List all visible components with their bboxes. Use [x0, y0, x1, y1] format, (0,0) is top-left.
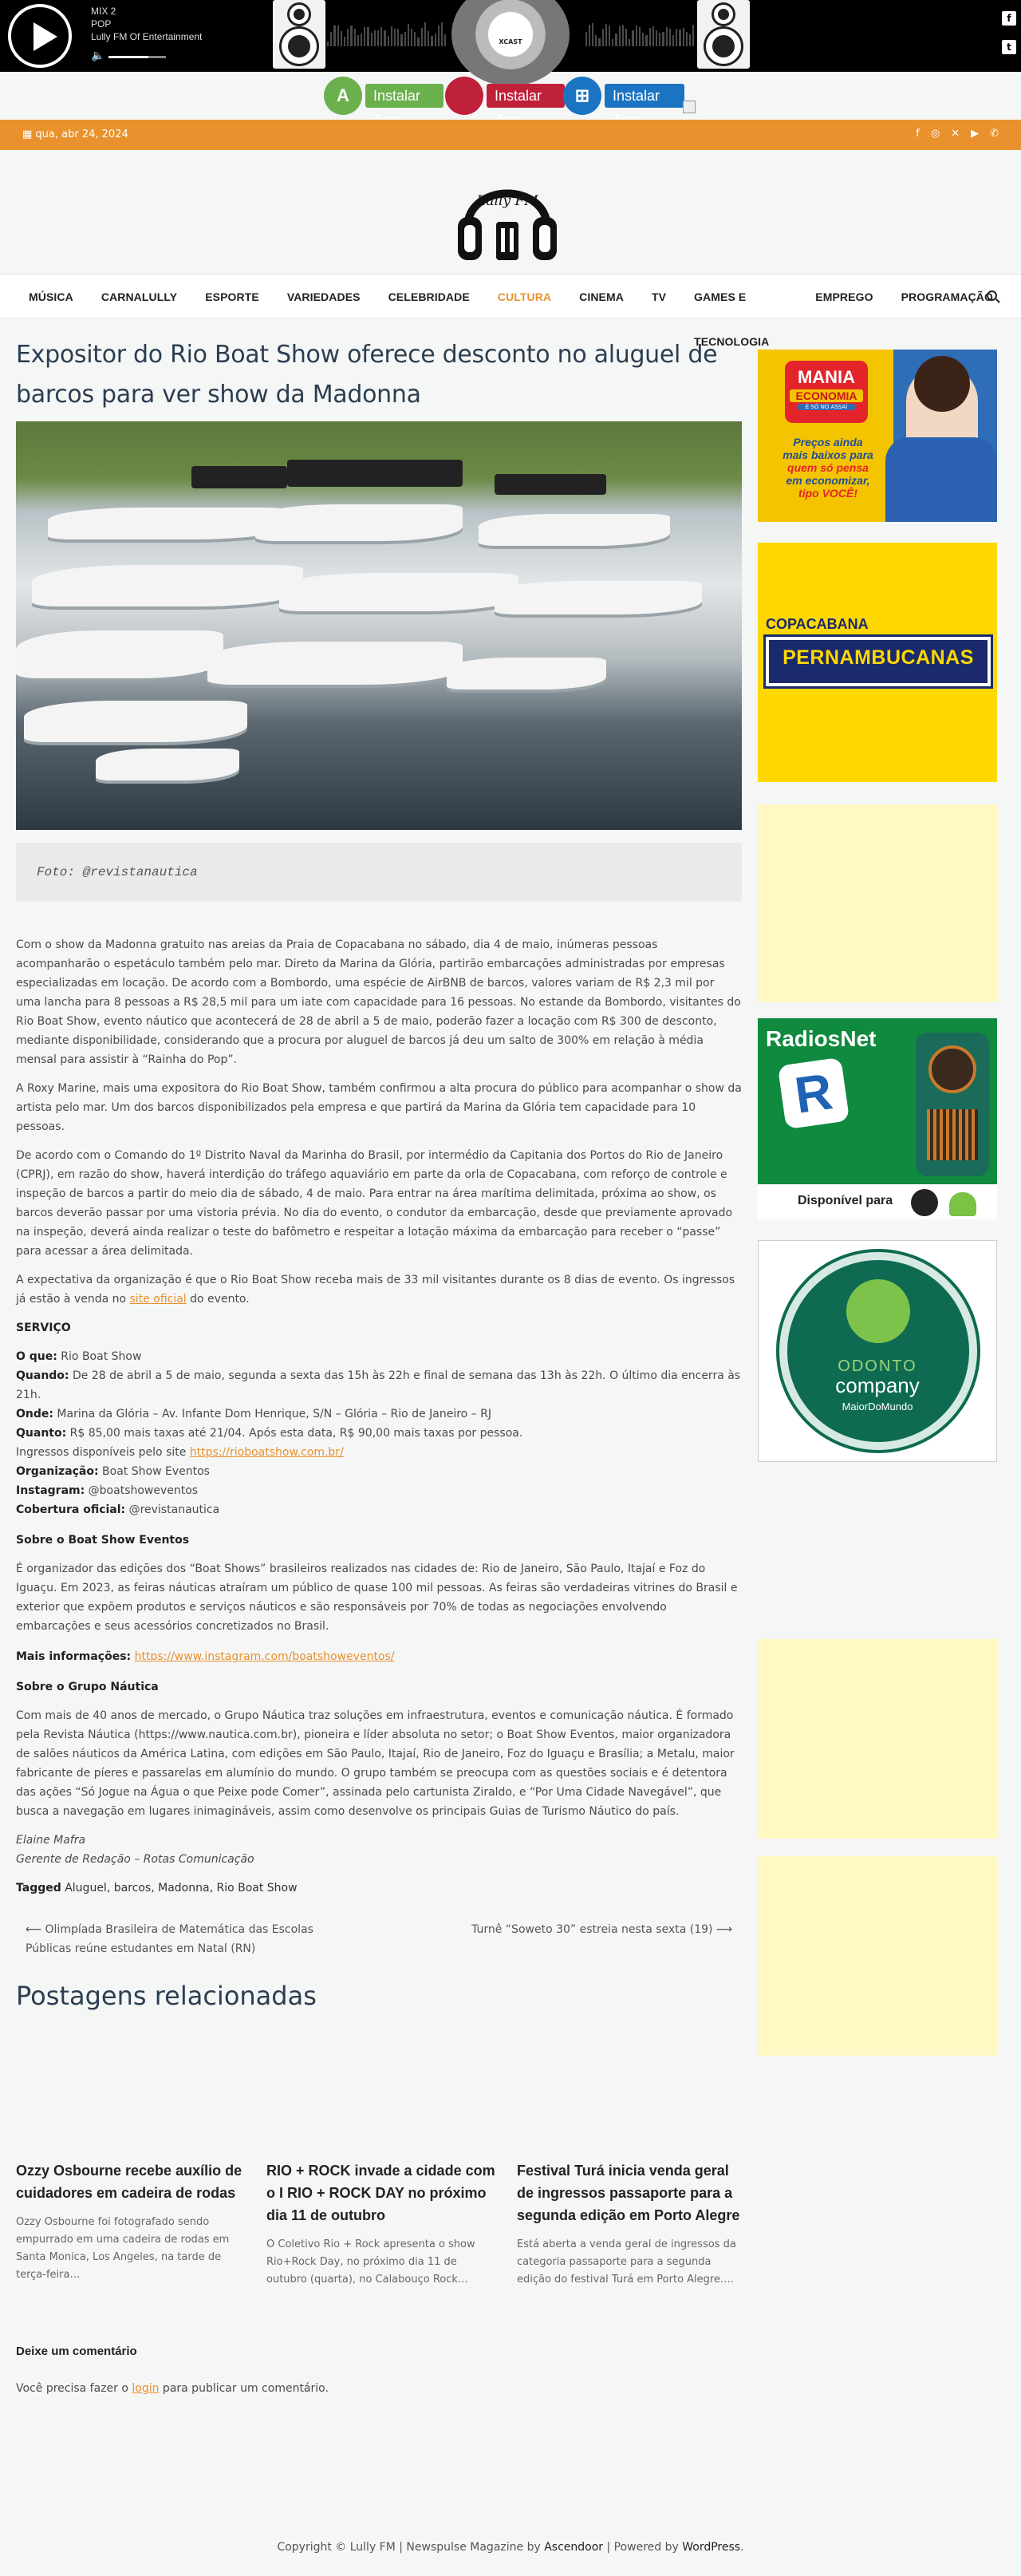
player-line-2: POP	[91, 18, 112, 30]
ad-radiosnet[interactable]	[758, 1018, 997, 1219]
section-heading-text: Sobre o Grupo Náutica	[16, 1681, 159, 1693]
related-post-excerpt: Ozzy Osbourne foi fotografado sendo empurrado em uma cadeira de rodas em Santa Monica, Los Angeles, na tarde de terça-feira…	[16, 2216, 230, 2281]
disc-logo	[451, 0, 570, 86]
paragraph: A Roxy Marine, mais uma expositora do Rio Boat Show, também confirmou a alta procura do público para acompanhar o show da artista pelo mar. Um dos barcos disponibilizados pela empresa e que partirá da Marina da Glória tem capacidade para 10 pessoas.	[16, 1082, 742, 1133]
volume-icon[interactable]: 🔈	[91, 49, 105, 62]
ad-pernambucanas-logo: PERNAMBUCANAS	[783, 646, 974, 669]
ad-placeholder	[758, 1639, 997, 1839]
footer-text: .	[740, 2541, 744, 2554]
related-post-title[interactable]: Festival Turá inicia venda geral de ingressos passaporte para a segunda edição em Porto Alegre	[517, 2163, 740, 2223]
article-column	[16, 335, 742, 2395]
author-signature	[16, 1831, 742, 1869]
related-posts-grid	[16, 2159, 742, 2327]
radio-device-icon	[916, 1033, 989, 1176]
install-windows-label: Instalar	[605, 84, 684, 108]
install-android-label: Instalar	[365, 84, 443, 108]
nav-item-carnalully[interactable]: CARNALULLY	[101, 290, 178, 303]
ad-odonto-line1: ODONTO	[838, 1357, 917, 1375]
notice-text: para publicar um comentário.	[159, 2382, 329, 2395]
servico-list	[16, 1347, 742, 1519]
section-heading	[16, 1531, 742, 1550]
nav-menu	[29, 275, 1021, 348]
radio-player-bar	[0, 0, 1021, 72]
search-icon[interactable]	[987, 290, 997, 301]
servico-heading-text: SERVIÇO	[16, 1322, 71, 1334]
label: Quanto:	[16, 1427, 67, 1440]
site-footer	[0, 2541, 1021, 2554]
article-body	[16, 935, 742, 1898]
ad-odonto-line2: company	[835, 1373, 920, 1397]
instagram-icon[interactable]: ◎	[930, 128, 940, 140]
ad-odonto-line3: MaiorDoMundo	[842, 1401, 913, 1412]
tooth-shield-icon	[846, 1279, 910, 1343]
section-heading	[16, 1677, 742, 1697]
wordpress-link[interactable]: WordPress	[682, 2541, 741, 2554]
nav-item-programação[interactable]: PROGRAMAÇÃO	[901, 290, 993, 303]
main-navigation	[0, 274, 1021, 348]
speaker-left-icon	[273, 0, 325, 69]
android-icon	[949, 1192, 976, 1216]
install-apple-button[interactable]	[445, 77, 565, 115]
ad-placeholder	[758, 804, 997, 1002]
install-windows-button[interactable]	[563, 77, 684, 115]
article-title: Expositor do Rio Boat Show oferece desconto no aluguel de barcos para ver show da Madonna	[16, 341, 718, 409]
android-icon: A	[324, 77, 362, 115]
value: Ingressos disponíveis pelo site	[16, 1446, 190, 1459]
ad-copy: tipo VOCÊ!	[798, 487, 857, 500]
image-caption: Foto: @revistanautica	[16, 843, 742, 902]
next-post-link[interactable]: Turnê “Soweto 30” estreia nesta sexta (19) ⟶	[471, 1923, 732, 1936]
value: Marina da Glória – Av. Infante Dom Henrique, S/N – Glória – Rio de Janeiro – RJ	[53, 1408, 491, 1420]
comment-login-notice	[16, 2382, 742, 2395]
paragraph: De acordo com o Comando do 1º Distrito Naval da Marinha do Brasil, por intermédio da Capitania dos Portos do Rio de Janeiro (CPRJ), em razão do show, haverá interdição do tráfego aquaviário em parte da orla de Copacabana, com reforço de controle e inspeção de barcos a partir do meio dia de sábado, 4 de maio. Para entrar na área marítima delimitada, próxima ao show, os barcos deverão passar por uma vistoria prévia. No dia do evento, o condutor da embarcação, desde que previamente aprovado na inspeção, deverá ainda realizar o teste do bafômetro e respeitar a lotação máxima da embarcação para receber o “passe” para acessar a área delimitada.	[16, 1149, 733, 1258]
nav-item-música[interactable]: MÚSICA	[29, 290, 73, 303]
value: Rio Boat Show	[57, 1350, 142, 1363]
value: @revistanautica	[125, 1503, 220, 1516]
windows-icon: ⊞	[563, 77, 601, 115]
related-post-excerpt: Está aberta a venda geral de ingressos da categoria passaporte para a segunda edição do festival Turá em Porto Alegre.…	[517, 2238, 736, 2286]
radiosnet-logo-icon: R	[778, 1057, 850, 1129]
install-apple-label: Instalar	[487, 84, 565, 108]
whatsapp-icon[interactable]: ✆	[990, 128, 999, 140]
x-twitter-icon[interactable]: ✕	[951, 128, 960, 140]
value: R$ 85,00 mais taxas até 21/04. Após esta data, R$ 90,00 mais taxas por pessoa.	[66, 1427, 523, 1440]
player-line-3: Lully FM Of Entertainment	[91, 31, 203, 42]
author-name: Elaine Mafra	[16, 1834, 86, 1847]
facebook-icon[interactable]: f	[916, 128, 920, 140]
ad-mania-sub: É SÓ NO ASSAÍ	[798, 404, 855, 410]
label: Instagram:	[16, 1484, 85, 1497]
ad-odonto-company[interactable]	[758, 1240, 997, 1462]
date-text: qua, abr 24, 2024	[35, 128, 128, 140]
value: @boatshoweventos	[85, 1484, 199, 1497]
author-role: Gerente de Redação – Rotas Comunicação	[16, 1853, 254, 1866]
speaker-right-icon	[697, 0, 750, 69]
ad-copy: em economizar,	[786, 474, 870, 487]
install-android-button[interactable]	[324, 77, 443, 115]
top-social-links	[916, 128, 999, 140]
volume-level	[108, 56, 148, 58]
more-info	[16, 1647, 742, 1666]
logo-text: Lully FM	[476, 193, 538, 209]
nav-item-games-e-tecnologia[interactable]: GAMES E TECNOLOGIA	[694, 290, 770, 348]
play-button[interactable]	[8, 4, 72, 68]
servico-heading	[16, 1318, 742, 1337]
nav-item-celebridade[interactable]: CELEBRIDADE	[388, 290, 470, 303]
nav-item-variedades[interactable]: VARIEDADES	[286, 290, 361, 303]
paragraph: É organizador das edições dos “Boat Shows” brasileiros realizados nas cidades de: Rio de Janeiro, São Paulo, Itajaí e Foz do Iguaçu. Em 2023, as feiras náuticas atraíram um público de quase 100 mil pessoas. As feiras são verdadeiras vitrines do Brasil e exterior que expõem produtos e serviços náuticos e são responsáveis por 70% de todas as negociações envolvendo embarcações e seus acessórios concretizados no Brasil.	[16, 1563, 738, 1633]
ad-radiosnet-title: RadiosNet	[766, 1026, 877, 1051]
tag-link[interactable]: Rio Boat Show	[216, 1882, 298, 1894]
nav-item-cinema[interactable]: CINEMA	[579, 290, 624, 303]
ad-mania-economia[interactable]	[758, 350, 997, 522]
tag-list: Aluguel, barcos, Madonna, Rio Boat Show	[65, 1882, 298, 1894]
related-posts-heading: Postagens relacionadas	[16, 1981, 317, 2011]
post-navigation	[16, 1920, 742, 1971]
tickets-link[interactable]: https://rioboatshow.com.br/	[189, 1446, 344, 1459]
tag-link[interactable]: Aluguel	[65, 1882, 107, 1894]
value: De 28 de abril a 5 de maio, segunda a sexta das 15h às 22h e final de semana das 13h às 22h. O último dia encerra às 21h.	[16, 1369, 741, 1401]
apple-icon	[445, 77, 483, 115]
ad-mania-line1: MANIA	[797, 367, 856, 387]
related-post[interactable]	[517, 2159, 748, 2289]
site-logo[interactable]	[453, 164, 562, 265]
post-tags	[16, 1879, 742, 1898]
tag-link[interactable]: barcos	[113, 1882, 152, 1894]
article-hero-image	[16, 421, 742, 830]
ad-placeholder	[758, 1856, 997, 2056]
ad-mania-line2: ECONOMIA	[790, 389, 863, 402]
paragraph-text: do evento.	[186, 1293, 250, 1306]
footer-text: | Powered by	[603, 2541, 683, 2554]
current-date	[22, 128, 128, 140]
youtube-icon[interactable]: ▶	[971, 128, 980, 140]
calendar-icon: ▦	[22, 128, 36, 140]
ad-pernambucanas[interactable]	[758, 543, 997, 782]
paragraph-text: A expectativa da organização é que o Rio Boat Show receba mais de 33 mil visitantes durante os 8 dias de evento. Os ingressos já estão à venda no	[16, 1274, 735, 1306]
facebook-icon[interactable]: f	[1002, 11, 1016, 26]
ad-available-text: Disponível para	[798, 1194, 893, 1207]
label: Quando:	[16, 1369, 69, 1382]
top-info-bar	[0, 120, 1021, 150]
ad-copacabana-text: COPACABANA	[766, 616, 869, 632]
related-post-title[interactable]: RIO + ROCK invade a cidade com o I RIO + ROCK DAY no próximo dia 11 de outubro	[266, 2163, 495, 2223]
official-site-link[interactable]: site oficial	[129, 1293, 187, 1306]
ascendoor-link[interactable]: Ascendoor	[544, 2541, 604, 2554]
nav-item-emprego[interactable]: EMPREGO	[815, 290, 873, 303]
nav-item-tv[interactable]: TV	[651, 290, 667, 303]
previous-post-link[interactable]: ⟵ Olimpíada Brasileira de Matemática das Escolas Públicas reúne estudantes em Natal (RN)	[26, 1923, 313, 1955]
nav-item-esporte[interactable]: ESPORTE	[205, 290, 259, 303]
volume-slider[interactable]	[108, 56, 166, 58]
broken-image-icon	[683, 101, 696, 113]
paragraph: Com mais de 40 anos de mercado, o Grupo Náutica traz soluções em infraestrutura, eventos e comunicação náutica. É formado pela Revista Náutica (https://www.nautica.com.br), pioneira e líder absoluta no setor; o Boat Show Eventos, maior organizadora de salões náuticos da América Latina, com edições em São Paulo, Itajaí, Rio de Janeiro, Foz do Iguaçu e Brasília; a Metalu, maior fabricante de píeres e passarelas em alumínio do mundo. O grupo também se preocupa com as questões sociais e é detentora das ações “Só Jogue na Água o que Peixe pode Comer”, assinada pelo cartunista Ziraldo, e “Por Uma Cidade Navegável”, que busca a navegação em lugares inimagináveis, assim como desenvolve os principais Guias de Turismo Náutico do país.	[16, 1709, 735, 1818]
twitter-icon[interactable]: t	[1002, 40, 1016, 54]
ad-copy: mais baixos para	[783, 448, 873, 461]
install-app-bar	[0, 77, 1021, 115]
notice-text: Você precisa fazer o	[16, 2382, 132, 2395]
related-post-excerpt: O Coletivo Rio + Rock apresenta o show Rio+Rock Day, no próximo dia 11 de outubro (quarta), no Calabouço Rock…	[266, 2238, 475, 2286]
disc-label: XCAST	[499, 38, 522, 45]
ad-copy: Preços ainda	[793, 436, 863, 448]
related-post[interactable]	[16, 2159, 247, 2284]
instagram-link[interactable]: https://www.instagram.com/boatshoweventos/	[134, 1650, 395, 1663]
value: Boat Show Eventos	[98, 1465, 210, 1478]
section-heading-text: Sobre o Boat Show Eventos	[16, 1534, 190, 1547]
label: Onde:	[16, 1408, 53, 1420]
paragraph	[16, 1270, 742, 1309]
comment-heading: Deixe um comentário	[16, 2345, 137, 2358]
label: Mais informações:	[16, 1650, 132, 1663]
footer-text: Copyright © Lully FM | Newspulse Magazine by	[277, 2541, 545, 2554]
ad-copy: quem só pensa	[787, 461, 869, 474]
tag-link[interactable]: Madonna	[158, 1882, 210, 1894]
label: Organização:	[16, 1465, 99, 1478]
nav-item-cultura[interactable]: CULTURA	[497, 290, 552, 303]
related-post[interactable]	[266, 2159, 498, 2289]
apple-icon	[911, 1189, 938, 1216]
login-link[interactable]: login	[132, 2382, 160, 2395]
tags-label: Tagged	[16, 1882, 61, 1894]
paragraph: Com o show da Madonna gratuito nas areias da Praia de Copacabana no sábado, dia 4 de maio, inúmeras pessoas acompanharão o espetáculo também pelo mar. Direto da Marina da Glória, partirão embarcações administradas por empresas especializadas em locação. De acordo com a Bombordo, uma espécie de AirBNB de barcos, valores variam de R$ 2,3 mil por uma lancha para 8 pessoas a R$ 28,5 mil para um iate com capacidade para 16 pessoas. No estande da Bombordo, visitantes do Rio Boat Show, evento náutico que acontecerá de 28 de abril a 5 de maio, poderão fazer a locação com R$ 300 de desconto, mediante disponibilidade, considerando que a procura por aluguel de barcos já deu um salto de 300% em relação à média mensal para assistir à “Rainha do Pop”.	[16, 938, 741, 1066]
label: Cobertura oficial:	[16, 1503, 126, 1516]
label: O que:	[16, 1350, 57, 1363]
related-post-title[interactable]: Ozzy Osbourne recebe auxílio de cuidadores em cadeira de rodas	[16, 2163, 242, 2201]
player-line-1: MIX 2	[91, 6, 116, 17]
